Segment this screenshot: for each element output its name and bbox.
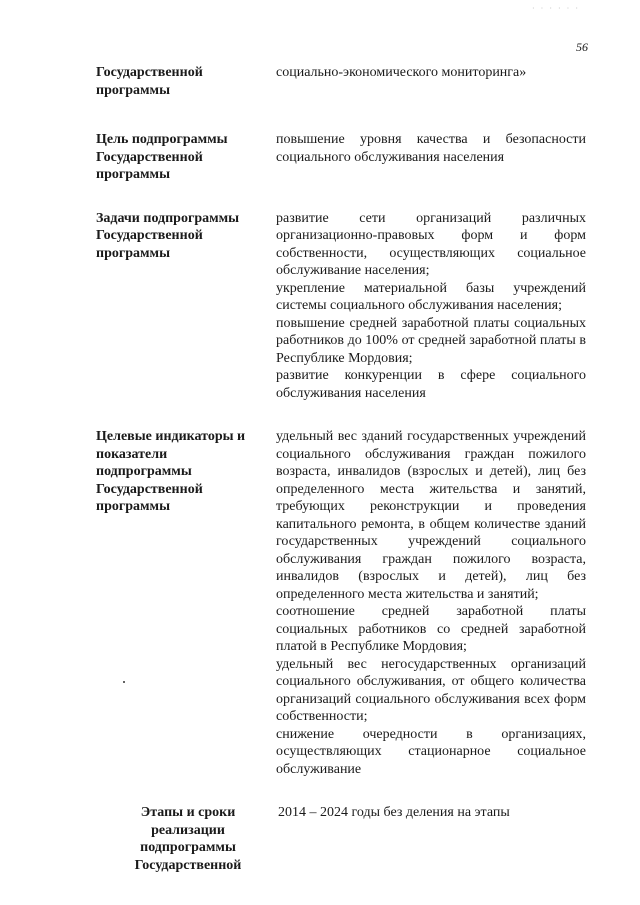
value-paragraph: социально-экономического мониторинга» <box>276 65 527 80</box>
value-paragraph: 2014 – 2024 годы без деления на этапы <box>278 805 510 820</box>
value-paragraph: развитие конкуренции в сфере социального обслуживания населения <box>276 368 586 401</box>
value-paragraph: повышение средней заработной платы социальных работников до 100% от средней заработной платы в Республике Мордовия; <box>276 315 586 366</box>
table-row <box>96 64 586 99</box>
value-paragraph: развитие сети организаций различных организационно-правовых форм и форм собственности, осуществляющих социальное обслуживание населения; <box>276 210 586 278</box>
value-paragraph: укрепление материальной базы учреждений системы социального обслуживания населения; <box>276 280 586 313</box>
scan-speck <box>123 681 125 683</box>
value-paragraph: снижение очередности в организациях, осуществляющих стационарное социальное обслуживание <box>276 726 586 777</box>
row-label: Цель подпрограммы Государственной программы <box>96 132 228 182</box>
table-row <box>96 804 586 874</box>
page-number: 56 <box>576 40 588 54</box>
row-value <box>276 210 586 403</box>
row-value <box>278 804 586 874</box>
value-paragraph: соотношение средней заработной платы социальных работников со средней заработной платой в Республике Мордовия; <box>276 604 586 654</box>
scan-artifact: · · · · · · <box>532 4 580 13</box>
table-row <box>96 131 586 184</box>
row-label: Этапы и сроки реализации подпрограммы Государственной <box>134 805 242 873</box>
value-paragraph: удельный вес зданий государственных учреждений социального обслуживания граждан пожилого возраста, инвалидов (взрослых и детей), лиц без определенного места жительства и занятий, требующих реконструкции и проведения капитального ремонта, в общем количестве зданий государственных учреждений социального обслуживания граждан пожилого возраста, инвалидов (взрослых и детей), лиц без определенного места жительства и занятий; <box>276 429 586 602</box>
table-row <box>96 210 586 403</box>
row-label: Задачи подпрограммы Государственной программы <box>96 210 240 261</box>
row-value <box>276 428 586 778</box>
value-paragraph: удельный вес негосударственных организаций социального обслуживания, от общего количества организаций социального обслуживания всех форм собственности; <box>276 656 586 724</box>
value-paragraph: повышение уровня качества и безопасности социального обслуживания населения <box>276 132 586 165</box>
table-row <box>96 428 586 778</box>
row-label: Целевые индикаторы и показатели подпрограммы Государственной программы <box>96 429 246 514</box>
row-value <box>276 131 586 184</box>
row-label: Государственной программы <box>96 65 203 98</box>
row-value <box>276 64 586 99</box>
passport-table <box>96 64 586 874</box>
